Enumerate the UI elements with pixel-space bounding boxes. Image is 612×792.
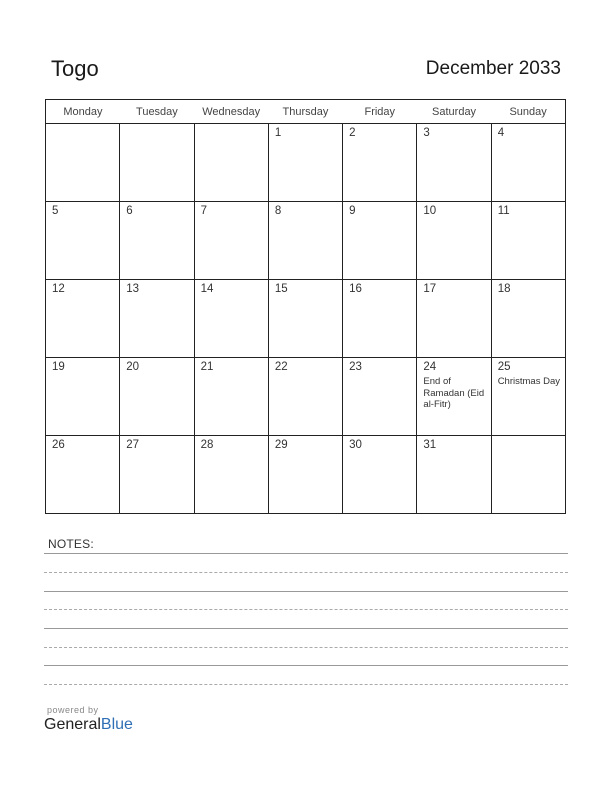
day-cell xyxy=(120,358,194,436)
notes-line xyxy=(44,647,568,648)
day-number: 17 xyxy=(423,283,437,295)
day-number: 21 xyxy=(200,361,214,373)
day-cell xyxy=(417,358,491,436)
day-number: 28 xyxy=(200,439,214,451)
country-title: Togo xyxy=(51,56,99,81)
day-cell xyxy=(268,202,342,280)
weekday-monday: Monday xyxy=(46,100,120,124)
notes-line xyxy=(44,553,568,554)
day-cell xyxy=(491,280,565,358)
week-row-3 xyxy=(46,280,566,358)
notes-line xyxy=(44,628,568,629)
day-number: 3 xyxy=(423,127,430,139)
day-number: 1 xyxy=(274,127,282,139)
day-number: 18 xyxy=(497,283,511,295)
day-number: 24 xyxy=(423,361,437,373)
holiday-label-eid-al-fitr: End of Ramadan (Eid al-Fitr) xyxy=(423,376,485,410)
day-cell xyxy=(268,436,342,514)
day-number: 5 xyxy=(52,205,59,217)
holiday-label-christmas: Christmas Day xyxy=(497,376,560,387)
day-cell xyxy=(491,358,565,436)
weekday-thursday: Thursday xyxy=(268,100,342,124)
notes-label: NOTES: xyxy=(48,537,94,551)
week-row-4 xyxy=(46,358,566,436)
day-cell xyxy=(417,436,491,514)
day-number: 2 xyxy=(349,127,356,139)
day-cell xyxy=(268,358,342,436)
day-number: 29 xyxy=(274,439,288,451)
day-cell xyxy=(417,280,491,358)
weekday-friday: Friday xyxy=(343,100,417,124)
week-row-2 xyxy=(46,202,566,280)
day-number: 31 xyxy=(423,439,437,451)
day-cell xyxy=(343,280,417,358)
notes-line xyxy=(44,591,568,592)
day-cell xyxy=(194,124,268,202)
day-cell xyxy=(417,202,491,280)
day-number: 25 xyxy=(497,361,511,373)
day-cell xyxy=(268,280,342,358)
week-row-5 xyxy=(46,436,566,514)
day-cell xyxy=(120,124,194,202)
day-cell xyxy=(120,202,194,280)
day-number: 30 xyxy=(349,439,362,451)
weekday-wednesday: Wednesday xyxy=(194,100,268,124)
day-number: 11 xyxy=(497,205,510,217)
day-number: 9 xyxy=(349,205,356,217)
day-cell xyxy=(194,202,268,280)
day-cell xyxy=(194,436,268,514)
calendar-grid xyxy=(45,99,566,514)
day-cell xyxy=(343,358,417,436)
day-cell xyxy=(343,436,417,514)
day-cell xyxy=(491,124,565,202)
day-cell xyxy=(343,124,417,202)
day-number: 14 xyxy=(200,283,214,295)
day-number: 15 xyxy=(274,283,288,295)
weekday-sunday: Sunday xyxy=(491,100,565,124)
day-cell xyxy=(194,280,268,358)
weekday-saturday: Saturday xyxy=(417,100,491,124)
month-title: December 2033 xyxy=(425,58,561,79)
day-number: 13 xyxy=(126,283,140,295)
day-number: 7 xyxy=(200,205,207,217)
day-cell xyxy=(491,202,565,280)
day-cell xyxy=(46,202,120,280)
week-row-1 xyxy=(46,124,566,202)
weekday-tuesday: Tuesday xyxy=(120,100,194,124)
day-number: 26 xyxy=(52,439,65,451)
day-number: 20 xyxy=(126,361,140,373)
day-number: 19 xyxy=(52,361,65,373)
day-cell xyxy=(120,436,194,514)
brand-blue: Blue xyxy=(100,716,133,733)
notes-line xyxy=(44,684,568,685)
day-number: 27 xyxy=(126,439,140,451)
day-cell xyxy=(491,436,565,514)
day-number: 22 xyxy=(274,361,288,373)
notes-line xyxy=(44,665,568,666)
day-cell xyxy=(46,358,120,436)
day-number: 8 xyxy=(274,205,282,217)
day-cell xyxy=(343,202,417,280)
day-number: 16 xyxy=(349,283,362,295)
notes-line xyxy=(44,572,568,573)
day-cell xyxy=(194,358,268,436)
day-cell xyxy=(120,280,194,358)
day-cell xyxy=(46,124,120,202)
day-cell xyxy=(46,280,120,358)
brand-general: General xyxy=(44,716,101,733)
day-cell xyxy=(417,124,491,202)
weekday-header-row xyxy=(46,100,566,124)
powered-by-text: powered by xyxy=(47,705,99,715)
day-number: 23 xyxy=(349,361,362,373)
day-number: 6 xyxy=(126,205,133,217)
day-number: 4 xyxy=(497,127,505,139)
day-cell xyxy=(46,436,120,514)
day-number: 10 xyxy=(423,205,437,217)
generalblue-logo xyxy=(44,716,133,734)
day-number: 12 xyxy=(52,283,65,295)
day-cell xyxy=(268,124,342,202)
notes-line xyxy=(44,609,568,610)
